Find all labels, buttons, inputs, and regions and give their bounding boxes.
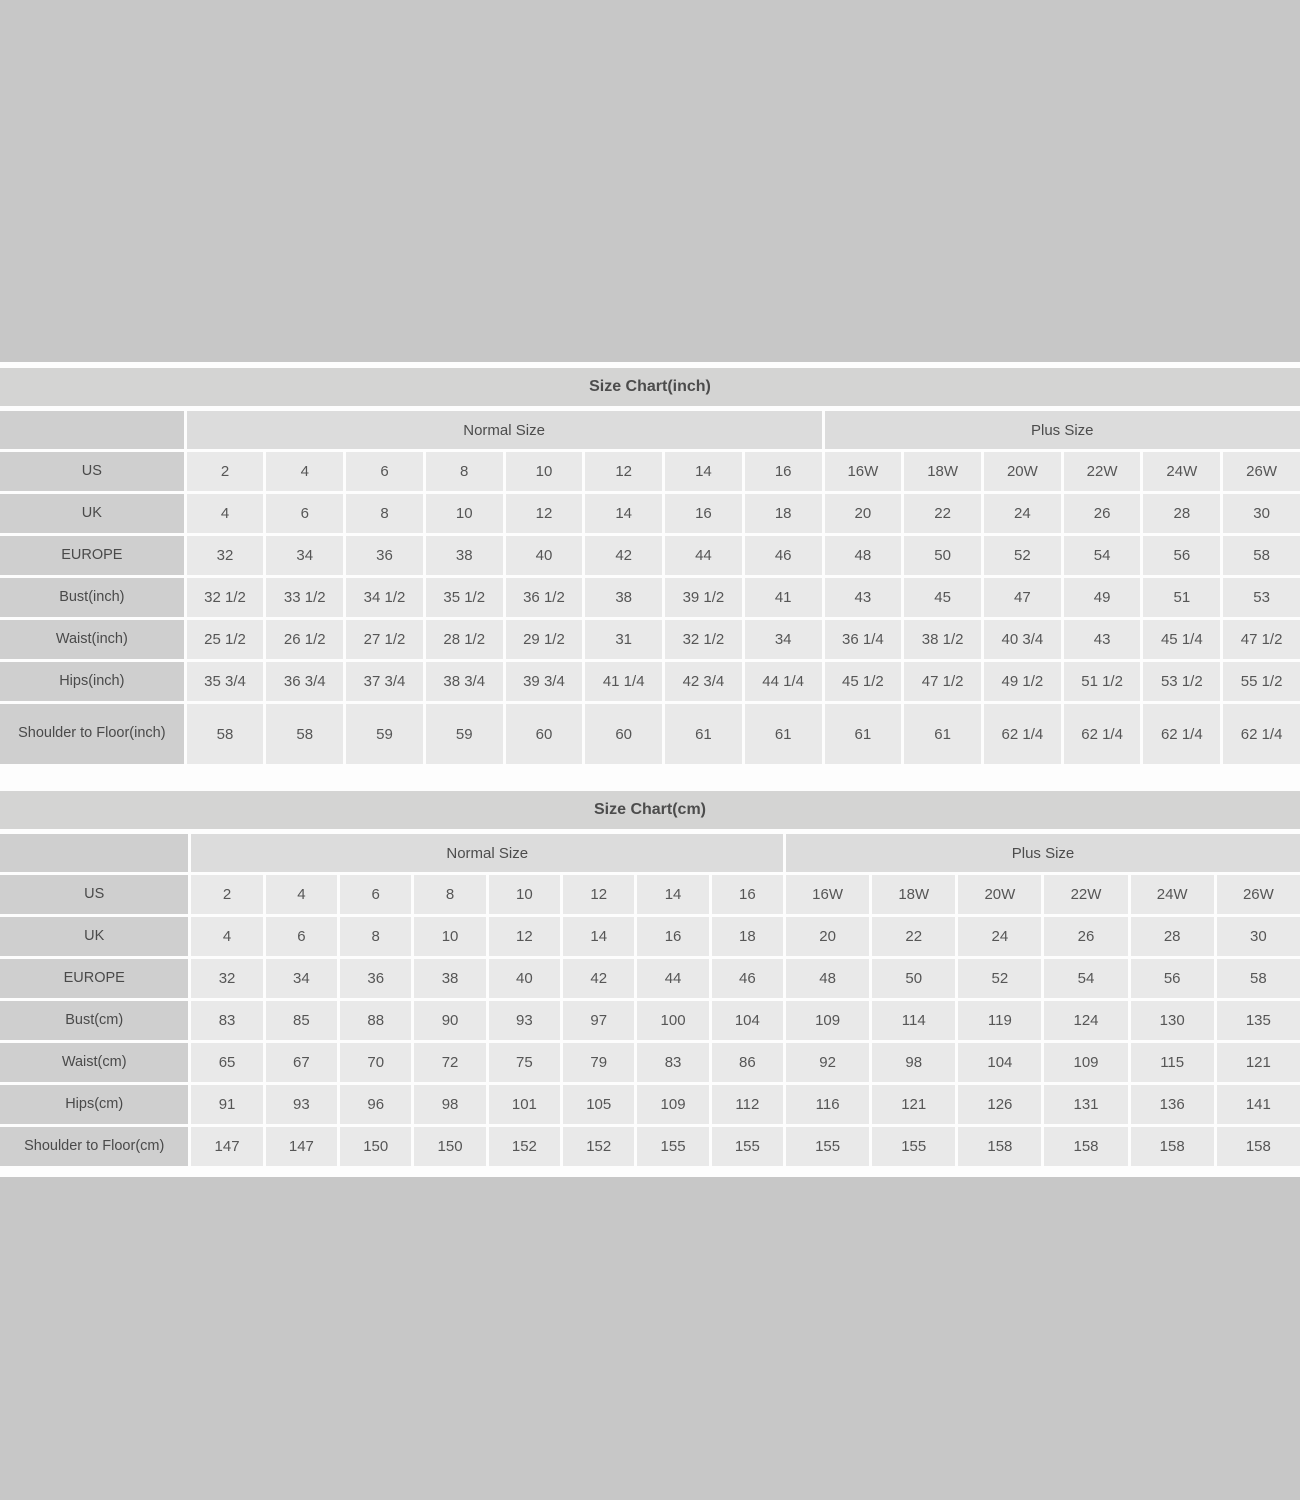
group-header-plus-size: Plus Size (786, 834, 1300, 872)
row-label: Bust(cm) (0, 1001, 188, 1040)
size-value-cell: 155 (872, 1127, 955, 1166)
size-value-cell: 53 (1223, 578, 1300, 617)
size-value-cell: 22W (1044, 875, 1127, 914)
size-value-cell: 155 (786, 1127, 869, 1166)
table-row (0, 917, 1300, 956)
size-value-cell: 46 (745, 536, 822, 575)
size-value-cell: 101 (489, 1085, 560, 1124)
size-value-cell: 31 (585, 620, 662, 659)
size-value-cell: 8 (346, 494, 423, 533)
size-value-cell: 45 1/4 (1143, 620, 1220, 659)
size-value-cell: 10 (506, 452, 583, 491)
size-value-cell: 150 (414, 1127, 485, 1166)
size-value-cell: 121 (1217, 1043, 1300, 1082)
size-value-cell: 16 (637, 917, 708, 956)
size-value-cell: 152 (489, 1127, 560, 1166)
row-label: EUROPE (0, 959, 188, 998)
row-label: UK (0, 917, 188, 956)
size-value-cell: 55 1/2 (1223, 662, 1300, 701)
size-value-cell: 61 (665, 704, 742, 764)
table-row (0, 578, 1300, 617)
row-label: Bust(inch) (0, 578, 184, 617)
size-value-cell: 158 (1217, 1127, 1300, 1166)
size-value-cell: 45 1/2 (825, 662, 902, 701)
size-value-cell: 136 (1131, 1085, 1214, 1124)
size-value-cell: 41 (745, 578, 822, 617)
size-value-cell: 79 (563, 1043, 634, 1082)
size-value-cell: 4 (191, 917, 262, 956)
size-value-cell: 53 1/2 (1143, 662, 1220, 701)
group-header-row (0, 834, 1300, 872)
size-value-cell: 126 (958, 1085, 1041, 1124)
size-value-cell: 51 (1143, 578, 1220, 617)
group-header-plus-size: Plus Size (825, 411, 1300, 449)
size-value-cell: 47 (984, 578, 1061, 617)
size-value-cell: 92 (786, 1043, 869, 1082)
row-label: Shoulder to Floor(cm) (0, 1127, 188, 1166)
size-value-cell: 152 (563, 1127, 634, 1166)
group-header-normal-size: Normal Size (191, 834, 783, 872)
size-value-cell: 26W (1223, 452, 1300, 491)
size-value-cell: 4 (266, 452, 343, 491)
size-value-cell: 16 (745, 452, 822, 491)
size-value-cell: 49 1/2 (984, 662, 1061, 701)
size-value-cell: 62 1/4 (1143, 704, 1220, 764)
size-value-cell: 61 (904, 704, 981, 764)
size-value-cell: 52 (984, 536, 1061, 575)
size-value-cell: 147 (266, 1127, 337, 1166)
size-value-cell: 135 (1217, 1001, 1300, 1040)
size-value-cell: 40 (506, 536, 583, 575)
size-value-cell: 45 (904, 578, 981, 617)
size-value-cell: 16 (712, 875, 783, 914)
size-value-cell: 67 (266, 1043, 337, 1082)
size-value-cell: 34 (266, 536, 343, 575)
size-value-cell: 8 (340, 917, 411, 956)
row-label: Hips(cm) (0, 1085, 188, 1124)
size-value-cell: 60 (506, 704, 583, 764)
size-value-cell: 39 3/4 (506, 662, 583, 701)
size-value-cell: 112 (712, 1085, 783, 1124)
size-value-cell: 44 (637, 959, 708, 998)
size-value-cell: 58 (187, 704, 264, 764)
row-label: Hips(inch) (0, 662, 184, 701)
size-value-cell: 38 (585, 578, 662, 617)
size-value-cell: 61 (825, 704, 902, 764)
size-value-cell: 42 (563, 959, 634, 998)
size-value-cell: 36 3/4 (266, 662, 343, 701)
size-value-cell: 14 (585, 494, 662, 533)
size-value-cell: 49 (1064, 578, 1141, 617)
size-value-cell: 40 (489, 959, 560, 998)
size-value-cell: 83 (637, 1043, 708, 1082)
size-value-cell: 18W (904, 452, 981, 491)
size-value-cell: 28 (1131, 917, 1214, 956)
table-row (0, 875, 1300, 914)
size-value-cell: 6 (266, 494, 343, 533)
size-value-cell: 97 (563, 1001, 634, 1040)
size-value-cell: 119 (958, 1001, 1041, 1040)
row-label: Shoulder to Floor(inch) (0, 704, 184, 764)
size-value-cell: 10 (489, 875, 560, 914)
size-value-cell: 147 (191, 1127, 262, 1166)
size-value-cell: 47 1/2 (1223, 620, 1300, 659)
size-value-cell: 14 (665, 452, 742, 491)
size-value-cell: 116 (786, 1085, 869, 1124)
size-value-cell: 38 3/4 (426, 662, 503, 701)
size-value-cell: 32 (187, 536, 264, 575)
size-value-cell: 104 (712, 1001, 783, 1040)
size-value-cell: 61 (745, 704, 822, 764)
size-value-cell: 6 (266, 917, 337, 956)
row-label: Waist(cm) (0, 1043, 188, 1082)
size-value-cell: 38 (426, 536, 503, 575)
size-value-cell: 114 (872, 1001, 955, 1040)
size-value-cell: 16W (786, 875, 869, 914)
size-chart-inch-table (0, 408, 1300, 767)
size-value-cell: 43 (825, 578, 902, 617)
size-value-cell: 10 (426, 494, 503, 533)
size-chart-inch-section (0, 368, 1300, 767)
size-value-cell: 46 (712, 959, 783, 998)
size-value-cell: 104 (958, 1043, 1041, 1082)
size-value-cell: 54 (1044, 959, 1127, 998)
size-value-cell: 93 (266, 1085, 337, 1124)
size-value-cell: 50 (904, 536, 981, 575)
size-value-cell: 4 (187, 494, 264, 533)
table-row (0, 959, 1300, 998)
size-value-cell: 12 (585, 452, 662, 491)
size-value-cell: 36 (346, 536, 423, 575)
size-value-cell: 65 (191, 1043, 262, 1082)
size-value-cell: 28 (1143, 494, 1220, 533)
size-value-cell: 59 (346, 704, 423, 764)
size-value-cell: 109 (1044, 1043, 1127, 1082)
size-value-cell: 24W (1143, 452, 1220, 491)
table-row (0, 536, 1300, 575)
size-value-cell: 62 1/4 (984, 704, 1061, 764)
size-value-cell: 72 (414, 1043, 485, 1082)
row-label: US (0, 875, 188, 914)
size-value-cell: 24W (1131, 875, 1214, 914)
size-value-cell: 33 1/2 (266, 578, 343, 617)
size-value-cell: 20 (786, 917, 869, 956)
size-value-cell: 16W (825, 452, 902, 491)
size-value-cell: 18W (872, 875, 955, 914)
table-row (0, 1085, 1300, 1124)
row-label: EUROPE (0, 536, 184, 575)
size-value-cell: 155 (637, 1127, 708, 1166)
size-value-cell: 44 1/4 (745, 662, 822, 701)
size-value-cell: 109 (786, 1001, 869, 1040)
size-value-cell: 47 1/2 (904, 662, 981, 701)
group-header-row (0, 411, 1300, 449)
size-value-cell: 26 1/2 (266, 620, 343, 659)
size-value-cell: 58 (1223, 536, 1300, 575)
size-value-cell: 30 (1223, 494, 1300, 533)
size-value-cell: 34 1/2 (346, 578, 423, 617)
size-value-cell: 8 (426, 452, 503, 491)
size-value-cell: 85 (266, 1001, 337, 1040)
size-value-cell: 155 (712, 1127, 783, 1166)
size-value-cell: 44 (665, 536, 742, 575)
size-value-cell: 56 (1143, 536, 1220, 575)
size-value-cell: 22 (872, 917, 955, 956)
size-value-cell: 22W (1064, 452, 1141, 491)
size-value-cell: 43 (1064, 620, 1141, 659)
size-value-cell: 86 (712, 1043, 783, 1082)
size-value-cell: 51 1/2 (1064, 662, 1141, 701)
size-value-cell: 2 (191, 875, 262, 914)
size-value-cell: 121 (872, 1085, 955, 1124)
size-value-cell: 26 (1064, 494, 1141, 533)
size-value-cell: 24 (984, 494, 1061, 533)
size-value-cell: 29 1/2 (506, 620, 583, 659)
size-value-cell: 18 (745, 494, 822, 533)
size-value-cell: 93 (489, 1001, 560, 1040)
size-value-cell: 36 1/2 (506, 578, 583, 617)
size-value-cell: 40 3/4 (984, 620, 1061, 659)
size-value-cell: 18 (712, 917, 783, 956)
size-value-cell: 38 1/2 (904, 620, 981, 659)
size-value-cell: 36 1/4 (825, 620, 902, 659)
size-value-cell: 62 1/4 (1064, 704, 1141, 764)
corner-cell (0, 834, 188, 872)
size-value-cell: 35 3/4 (187, 662, 264, 701)
size-chart-cm-body (0, 875, 1300, 1166)
table-row (0, 620, 1300, 659)
table-row (0, 704, 1300, 764)
size-value-cell: 26W (1217, 875, 1300, 914)
size-value-cell: 115 (1131, 1043, 1214, 1082)
size-value-cell: 4 (266, 875, 337, 914)
size-value-cell: 12 (506, 494, 583, 533)
size-value-cell: 98 (872, 1043, 955, 1082)
size-chart-inch-title: Size Chart(inch) (0, 368, 1300, 406)
size-value-cell: 158 (1044, 1127, 1127, 1166)
size-value-cell: 2 (187, 452, 264, 491)
size-value-cell: 24 (958, 917, 1041, 956)
table-row (0, 1127, 1300, 1166)
size-value-cell: 48 (786, 959, 869, 998)
table-row (0, 452, 1300, 491)
size-value-cell: 130 (1131, 1001, 1214, 1040)
row-label: Waist(inch) (0, 620, 184, 659)
size-value-cell: 12 (489, 917, 560, 956)
row-label: UK (0, 494, 184, 533)
row-label: US (0, 452, 184, 491)
size-value-cell: 50 (872, 959, 955, 998)
size-value-cell: 54 (1064, 536, 1141, 575)
size-value-cell: 58 (1217, 959, 1300, 998)
size-chart-cm-table (0, 831, 1300, 1169)
size-value-cell: 34 (745, 620, 822, 659)
size-value-cell: 131 (1044, 1085, 1127, 1124)
size-value-cell: 91 (191, 1085, 262, 1124)
size-value-cell: 96 (340, 1085, 411, 1124)
size-value-cell: 14 (637, 875, 708, 914)
size-value-cell: 20 (825, 494, 902, 533)
size-value-cell: 124 (1044, 1001, 1127, 1040)
tables-spacer (0, 767, 1300, 791)
page-top-background (0, 0, 1300, 362)
size-value-cell: 20W (984, 452, 1061, 491)
size-value-cell: 16 (665, 494, 742, 533)
size-chart-inch-body (0, 452, 1300, 764)
size-value-cell: 58 (266, 704, 343, 764)
size-value-cell: 32 (191, 959, 262, 998)
size-value-cell: 60 (585, 704, 662, 764)
size-value-cell: 150 (340, 1127, 411, 1166)
size-chart-cm-title: Size Chart(cm) (0, 791, 1300, 829)
size-value-cell: 38 (414, 959, 485, 998)
size-value-cell: 42 3/4 (665, 662, 742, 701)
size-value-cell: 158 (958, 1127, 1041, 1166)
size-value-cell: 83 (191, 1001, 262, 1040)
corner-cell (0, 411, 184, 449)
size-value-cell: 22 (904, 494, 981, 533)
size-value-cell: 28 1/2 (426, 620, 503, 659)
size-chart-cm-section (0, 791, 1300, 1169)
size-value-cell: 8 (414, 875, 485, 914)
size-value-cell: 48 (825, 536, 902, 575)
size-value-cell: 158 (1131, 1127, 1214, 1166)
size-value-cell: 12 (563, 875, 634, 914)
size-value-cell: 26 (1044, 917, 1127, 956)
size-value-cell: 100 (637, 1001, 708, 1040)
table-row (0, 1001, 1300, 1040)
table-row (0, 494, 1300, 533)
size-value-cell: 52 (958, 959, 1041, 998)
size-value-cell: 70 (340, 1043, 411, 1082)
size-value-cell: 59 (426, 704, 503, 764)
size-value-cell: 25 1/2 (187, 620, 264, 659)
size-value-cell: 62 1/4 (1223, 704, 1300, 764)
size-value-cell: 39 1/2 (665, 578, 742, 617)
size-value-cell: 41 1/4 (585, 662, 662, 701)
size-value-cell: 90 (414, 1001, 485, 1040)
size-value-cell: 36 (340, 959, 411, 998)
size-value-cell: 88 (340, 1001, 411, 1040)
size-value-cell: 109 (637, 1085, 708, 1124)
size-value-cell: 32 1/2 (187, 578, 264, 617)
size-value-cell: 10 (414, 917, 485, 956)
size-value-cell: 56 (1131, 959, 1214, 998)
size-value-cell: 14 (563, 917, 634, 956)
size-value-cell: 34 (266, 959, 337, 998)
size-value-cell: 75 (489, 1043, 560, 1082)
size-value-cell: 30 (1217, 917, 1300, 956)
size-value-cell: 98 (414, 1085, 485, 1124)
size-value-cell: 6 (346, 452, 423, 491)
group-header-normal-size: Normal Size (187, 411, 822, 449)
size-value-cell: 35 1/2 (426, 578, 503, 617)
size-value-cell: 37 3/4 (346, 662, 423, 701)
size-value-cell: 20W (958, 875, 1041, 914)
size-value-cell: 6 (340, 875, 411, 914)
size-value-cell: 32 1/2 (665, 620, 742, 659)
size-value-cell: 105 (563, 1085, 634, 1124)
table-row (0, 662, 1300, 701)
table-row (0, 1043, 1300, 1082)
size-value-cell: 141 (1217, 1085, 1300, 1124)
size-charts-panel (0, 362, 1300, 1177)
size-value-cell: 27 1/2 (346, 620, 423, 659)
size-value-cell: 42 (585, 536, 662, 575)
